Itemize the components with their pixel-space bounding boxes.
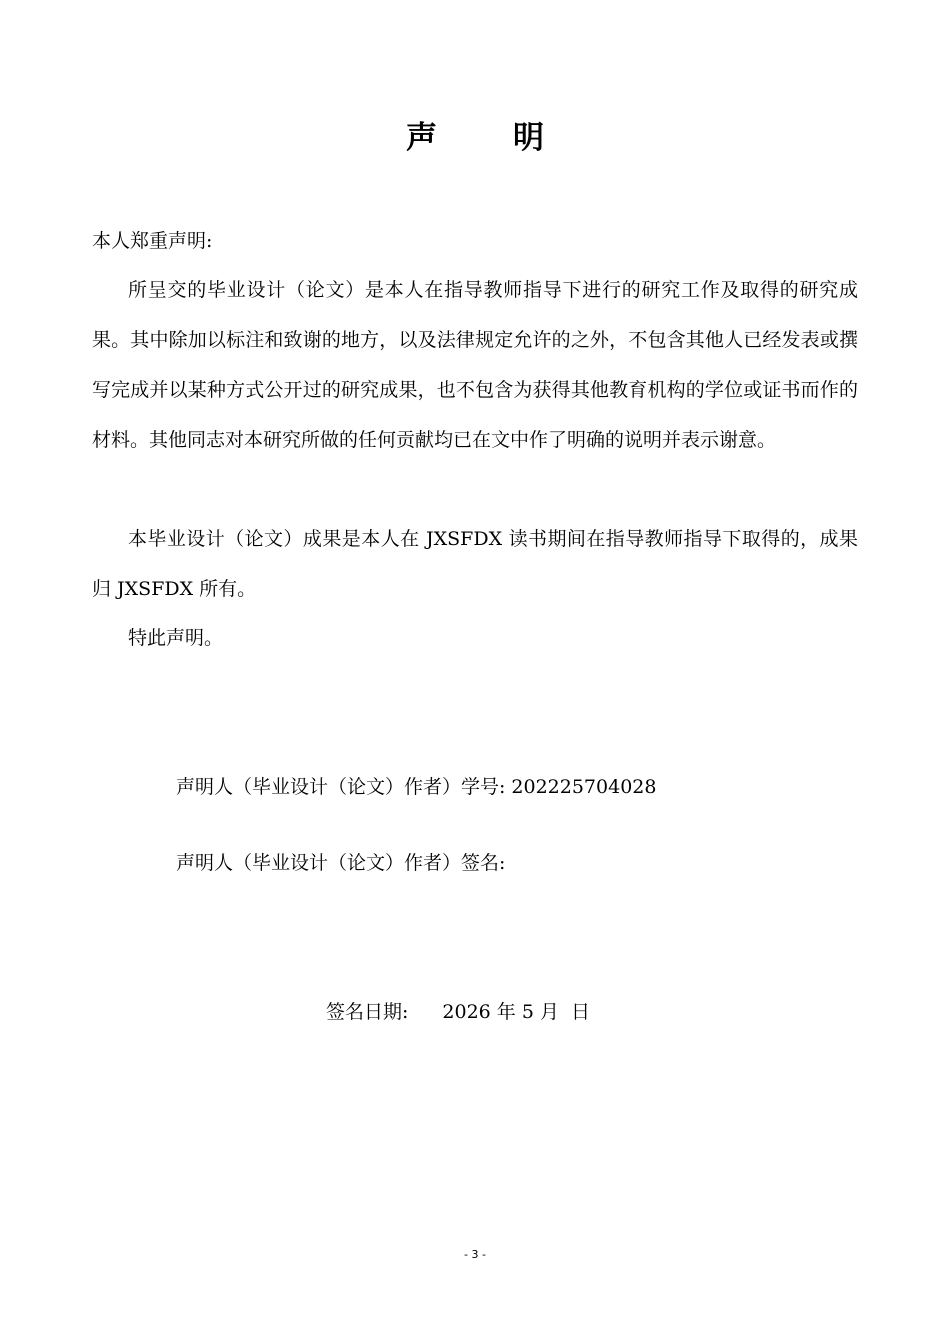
signature-label: 声明人（毕业设计（论文）作者）签名: — [176, 852, 506, 874]
student-id-line — [176, 772, 656, 802]
signature-line — [176, 848, 505, 878]
declaration-paragraph-2: 本毕业设计（论文）成果是本人在 JXSFDX 读书期间在指导教师指导下取得的，成果归 JXSFDX 所有。 — [92, 528, 858, 600]
signature-date-label: 签名日期: — [326, 1001, 409, 1023]
student-id-value: 202225704028 — [511, 776, 657, 798]
page-title: 声明 — [406, 120, 620, 156]
declaration-paragraph-1: 所呈交的毕业设计（论文）是本人在指导教师指导下进行的研究工作及取得的研究成果。其中除加以标注和致谢的地方，以及法律规定允许的之外，不包含其他人已经发表或撰写完成并以某种方式公开过的研究成果，也不包含为获得其他教育机构的学位或证书而作的材料。其他同志对本研究所做的任何贡献均已在文中作了明确的说明并表示谢意。 — [92, 279, 858, 451]
signature-date-value: 2026 年 5 月 日 — [442, 1001, 591, 1023]
student-id-label: 声明人（毕业设计（论文）作者）学号: — [176, 776, 506, 798]
page-number: - 3 - — [464, 1248, 486, 1261]
signature-date-line — [326, 997, 590, 1027]
declaration-paragraph-3: 特此声明。 — [128, 627, 224, 649]
intro-line: 本人郑重声明: — [92, 230, 213, 252]
